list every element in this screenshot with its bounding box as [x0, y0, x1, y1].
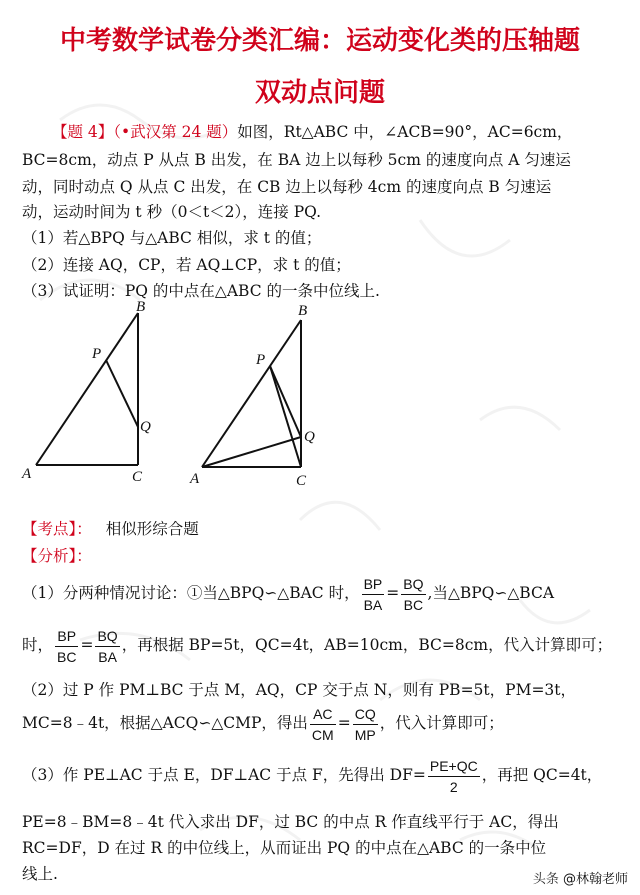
figure-1 — [36, 313, 138, 465]
fig2-label-a: A — [190, 471, 200, 487]
problem-line-3: 动，同时动点 Q 从点 C 出发，在 CB 边上以每秒 4cm 的速度向点 B 匀速运 — [22, 178, 552, 196]
analysis-2-line-2: MC=8﹣4t，根据△ACQ∽△CMP，得出 $\frac{AC}{CM}$ = $\frac{CQ}{MP}$ ，代入计算即可； — [22, 705, 504, 743]
fig2-label-b: B — [298, 303, 308, 319]
analysis-3-line-1: （3）作 PE⊥AC 于点 E，DF⊥AC 于点 F，先得出 DF= $\frac{PE+QC}{2}$ ，再把 QC=4t， — [22, 757, 603, 795]
analysis-1-line-2: 时， $\frac{BP}{BC}$ = $\frac{BQ}{BA}$ ，再根据 BP=5t，QC=4t，AB=10cm，BC=8cm，代入计算即可； — [22, 627, 613, 665]
fig2-label-q: Q — [304, 429, 315, 445]
problem-line-4: 动，运动时间为 t 秒（0＜t＜2），连接 PQ. — [22, 203, 322, 221]
fraction-cq-mp: $\frac{CQ}{MP}$ — [354, 705, 376, 743]
figure-2 — [202, 320, 301, 467]
fraction-pe-qc-2: $\frac{PE+QC}{2}$ — [429, 757, 478, 795]
problem-source: （•武汉第 24 题） — [113, 123, 238, 141]
kaodian-text: 相似形综合题 — [105, 520, 199, 538]
platform-name: 头条 — [532, 872, 559, 887]
fig2-edge-ab — [202, 320, 301, 467]
kaodian-label: 【考点】： — [22, 520, 92, 538]
fig2-label-c: C — [296, 473, 307, 489]
problem-tag: 【题 4】 — [52, 123, 114, 141]
analysis-1-end: ，再根据 BP=5t，QC=4t，AB=10cm，BC=8cm，代入计算即可； — [121, 636, 613, 654]
footer-credit — [533, 868, 628, 887]
analysis-2-line-1: （2）过 P 作 PM⊥BC 于点 M，AQ，CP 交于点 N，则有 PB=5t，PM=3t， — [22, 681, 577, 699]
fraction-ac-cm: $\frac{AC}{CM}$ — [311, 705, 334, 743]
fig1-label-q: Q — [140, 419, 151, 435]
analysis-1-line-1: （1）分两种情况讨论：①当△BPQ∽△BAC 时， $\frac{BP}{BA}$ = $\frac{BQ}{BC}$ ,当△BPQ∽△BCA — [22, 575, 555, 613]
fraction-bp-bc: $\frac{BP}{BC}$ — [57, 627, 77, 665]
kaodian-line — [22, 515, 622, 543]
problem-text-1: 如图，Rt△ABC 中，∠ACB=90°，AC=6cm， — [237, 123, 573, 141]
analysis-1-mid: ,当△BPQ∽△BCA — [427, 584, 555, 602]
fig1-label-p: P — [92, 346, 102, 362]
fig2-segment-cp — [270, 366, 301, 467]
author-handle[interactable]: @林翰老师 — [562, 872, 628, 887]
fraction-bq-ba: $\frac{BQ}{BA}$ — [97, 627, 118, 665]
analysis-3-line-3: RC=DF，D 在过 R 的中位线上，从而证出 PQ 的中点在△ABC 的一条中位 — [22, 839, 547, 857]
fig1-label-b: B — [136, 299, 146, 315]
fenxi-label-text: 【分析】： — [22, 547, 92, 565]
fraction-bp-ba: $\frac{BP}{BA}$ — [363, 575, 383, 613]
analysis-3-line-2: PE=8﹣BM=8﹣4t 代入求出 DF，过 BC 的中点 R 作直线平行于 AC，得出 — [22, 813, 559, 831]
page-title: 中考数学试卷分类汇编：运动变化类的压轴题 — [59, 26, 580, 56]
problem-line-2: BC=8cm，动点 P 从点 B 出发，在 BA 边上以每秒 5cm 的速度向点 A 匀速运 — [22, 151, 571, 169]
fig1-edge-ab — [36, 313, 138, 465]
fenxi-label — [22, 542, 622, 570]
geometry-figures — [0, 295, 640, 495]
question-1: （1）若△BPQ 与△ABC 相似，求 t 的值； — [22, 229, 322, 247]
problem-line-1 — [30, 118, 630, 146]
analysis-3-line-4: 线上. — [22, 865, 58, 883]
fig2-segment-aq — [202, 437, 301, 467]
fig1-segment-pq — [106, 360, 138, 427]
fig2-label-p: P — [256, 352, 266, 368]
question-2: （2）连接 AQ，CP，若 AQ⊥CP，求 t 的值； — [22, 256, 351, 274]
fraction-bq-bc: $\frac{BQ}{BC}$ — [403, 575, 424, 613]
fig1-label-c: C — [132, 469, 143, 485]
page-subtitle: 双动点问题 — [254, 78, 385, 108]
analysis-1-text: （1）分两种情况讨论：①当△BPQ∽△BAC 时， — [22, 584, 360, 602]
question-3: （3）试证明：PQ 的中点在△ABC 的一条中位线上. — [22, 282, 380, 300]
fig2-segment-pq — [270, 366, 301, 437]
fig1-label-a: A — [22, 466, 32, 482]
